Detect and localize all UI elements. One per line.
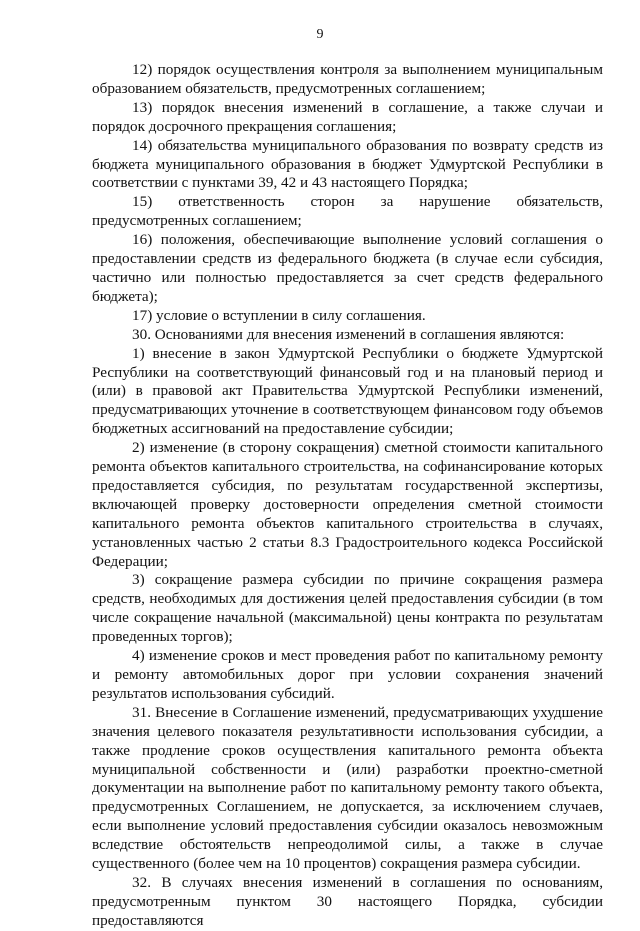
paragraph-item-13: 13) порядок внесения изменений в соглашение, а также случаи и порядок досрочного прекращения соглашения; xyxy=(92,98,603,135)
paragraph-clause-30-item-2: 2) изменение (в сторону сокращения) сметной стоимости капитального ремонта объектов капитального строительства, на софинансирование которых предоставляется субсидия, по результатам государственной экспертизы, включающей проверку достоверности определения сметной стоимости капитального ремонта объектов капитального строительства в случаях, установленных частью 2 статьи 8.3 Градостроительного кодекса Российской Федерации; xyxy=(92,439,603,570)
paragraph-item-16: 16) положения, обеспечивающие выполнение условий соглашения о предоставлении средств из федерального бюджета (в случае если субсидия, частично или полностью предоставляется за счет средств федерального бюджета); xyxy=(92,231,603,305)
paragraph-item-15: 15) ответственность сторон за нарушение обязательств, предусмотренных соглашением; xyxy=(92,193,603,230)
paragraph-clause-32: 32. В случаях внесения изменений в соглашения по основаниям, предусмотренным пунктом 30 настоящего Порядка, субсидии предоставляются xyxy=(92,873,603,929)
paragraph-item-17: 17) условие о вступлении в силу соглашения. xyxy=(132,306,426,324)
paragraph-clause-31: 31. Внесение в Соглашение изменений, предусматривающих ухудшение значения целевого показателя результативности использования субсидии, а также продление сроков осуществления капитального ремонта объекта муниципальной собственности и (или) разработки проектно-сметной документации на выполнение работ по капитальному ремонту такого объекта, предусмотренных Соглашением, не допускается, за исключением случаев, если выполнение условий предоставления субсидии оказалось невозможным вследствие обстоятельств непреодолимой силы, а также в случае существенного (более чем на 10 процентов) сокращения размера субсидии. xyxy=(92,703,603,873)
paragraph-item-14: 14) обязательства муниципального образования по возврату средств из бюджета муниципального образования в бюджет Удмуртской Республики в соответствии с пунктами 39, 42 и 43 настоящего Порядка; xyxy=(92,136,603,192)
document-body xyxy=(92,61,603,931)
paragraph-clause-30-item-3: 3) сокращение размера субсидии по причине сокращения размера средств, необходимых для достижения целей предоставления субсидии (в том числе сокращение начальной (максимальной) цены контракта по результатам проведенных торгов); xyxy=(92,571,603,646)
paragraph-clause-30: 30. Основаниями для внесения изменений в соглашения являются: xyxy=(132,325,565,343)
paragraph-clause-30-item-1: 1) внесение в закон Удмуртской Республики о бюджете Удмуртской Республики на соответствующий финансовый год и на плановый период и (или) в правовой акт Правительства Удмуртской Республики изменений, предусматривающих уточнение в соответствующем финансовом году объемов бюджетных ассигнований на предоставление субсидии; xyxy=(92,344,603,438)
paragraph-clause-30-item-4: 4) изменение сроков и мест проведения работ по капитальному ремонту и ремонту автомобильных дорог при условии сохранения значений результатов использования субсидий. xyxy=(92,647,603,702)
paragraph-item-12: 12) порядок осуществления контроля за выполнением муниципальным образованием обязательств, предусмотренных соглашением; xyxy=(92,61,603,97)
page-number: 9 xyxy=(316,27,324,42)
